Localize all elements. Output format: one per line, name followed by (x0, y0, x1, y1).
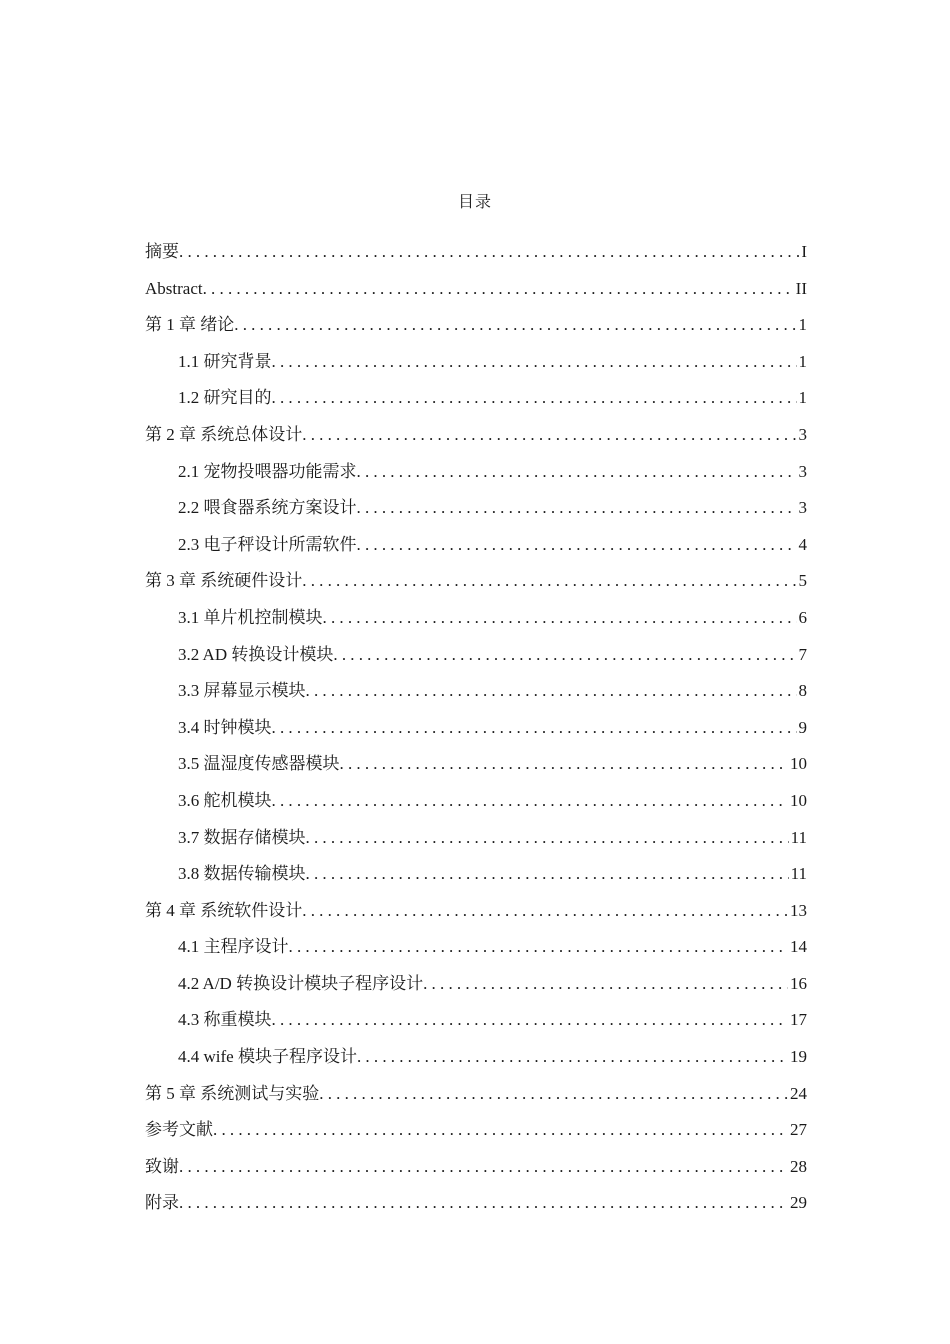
toc-entry-label: 3.6 舵机模块 (178, 790, 272, 810)
toc-dot-leader (319, 1081, 788, 1107)
toc-chapter-entry[interactable] (145, 1190, 807, 1227)
toc-entry-label: 4.2 A/D 转换设计模块子程序设计 (178, 973, 424, 993)
toc-entry-label: 附录 (145, 1193, 179, 1213)
toc-dot-leader (302, 568, 796, 594)
toc-section-entry[interactable] (145, 934, 807, 971)
toc-entry-page-number: 27 (790, 1120, 807, 1140)
toc-section-entry[interactable] (145, 861, 807, 898)
toc-dot-leader (306, 678, 797, 704)
toc-entry-label: 第 4 章 系统软件设计 (145, 900, 303, 920)
toc-dot-leader (272, 349, 797, 375)
toc-entry-label: 3.5 温湿度传感器模块 (178, 754, 340, 774)
toc-entry-label: 2.1 宠物投喂器功能需求 (178, 461, 357, 481)
toc-entry-page-number: 3 (798, 424, 807, 444)
toc-entry-page-number: 1 (798, 388, 807, 408)
toc-entry-label: 致谢 (145, 1156, 179, 1176)
toc-dot-leader (333, 642, 796, 668)
toc-entry-page-number: 17 (790, 1010, 807, 1030)
toc-entry-label: 参考文献 (145, 1120, 213, 1140)
toc-entry-label: 第 5 章 系统测试与实验 (145, 1083, 320, 1103)
toc-entry-page-number: 4 (798, 534, 807, 554)
toc-chapter-entry[interactable] (145, 422, 807, 459)
toc-entry-label: 第 3 章 系统硬件设计 (145, 571, 303, 591)
toc-entry-page-number: 10 (790, 790, 807, 810)
toc-entry-page-number: 6 (798, 607, 807, 627)
toc-dot-leader (203, 276, 794, 302)
toc-entry-label: 3.2 AD 转换设计模块 (178, 644, 334, 664)
toc-entry-page-number: 11 (790, 827, 807, 847)
toc-dot-leader (306, 861, 789, 887)
toc-dot-leader (357, 459, 797, 485)
toc-section-entry[interactable] (145, 532, 807, 569)
toc-entry-label: 4.4 wife 模块子程序设计 (178, 1047, 357, 1067)
toc-entry-page-number: 3 (798, 498, 807, 518)
toc-entry-page-number: 9 (798, 717, 807, 737)
toc-entry-page-number: 16 (790, 973, 807, 993)
toc-dot-leader (323, 605, 797, 631)
toc-entry-page-number: 5 (798, 571, 807, 591)
toc-dot-leader (179, 1190, 788, 1216)
toc-entry-label: 3.8 数据传输模块 (178, 864, 306, 884)
toc-title: 目录 (457, 194, 492, 211)
toc-dot-leader (289, 934, 789, 960)
toc-section-entry[interactable] (145, 385, 807, 422)
toc-chapter-entry[interactable] (145, 1117, 807, 1154)
toc-entry-page-number: 8 (798, 681, 807, 701)
toc-entry-label: 第 2 章 系统总体设计 (145, 424, 303, 444)
toc-dot-leader (340, 751, 789, 777)
toc-dot-leader (213, 1117, 788, 1143)
toc-entry-page-number: 11 (790, 864, 807, 884)
toc-chapter-entry[interactable] (145, 312, 807, 349)
toc-entry-page-number: 24 (790, 1083, 807, 1103)
toc-entry-page-number: I (801, 242, 807, 261)
toc-entry-label: 摘要 (145, 242, 179, 261)
toc-entry-label: 2.3 电子秤设计所需软件 (178, 534, 357, 554)
toc-entry-page-number: 28 (790, 1156, 807, 1176)
toc-entry-page-number: 19 (790, 1047, 807, 1067)
toc-dot-leader (357, 495, 797, 521)
toc-dot-leader (272, 715, 797, 741)
toc-entry-label: 4.3 称重模块 (178, 1010, 272, 1030)
toc-chapter-entry[interactable] (145, 898, 807, 935)
toc-dot-leader (302, 898, 788, 924)
toc-chapter-entry[interactable] (145, 1081, 807, 1118)
toc-entry-label: 1.2 研究目的 (178, 388, 272, 408)
toc-section-entry[interactable] (145, 971, 807, 1008)
toc-entry-label: 3.7 数据存储模块 (178, 827, 306, 847)
toc-dot-leader (272, 1007, 789, 1033)
toc-entry-page-number: 10 (790, 754, 807, 774)
toc-entry-page-number: 3 (798, 461, 807, 481)
toc-entry-page-number: 13 (790, 900, 807, 920)
toc-dot-leader (234, 312, 796, 338)
toc-entry-page-number: 7 (798, 644, 807, 664)
toc-section-entry[interactable] (145, 1007, 807, 1044)
toc-section-entry[interactable] (145, 751, 807, 788)
toc-chapter-entry[interactable] (145, 1154, 807, 1191)
toc-entry-label: Abstract (145, 278, 203, 298)
toc-section-entry[interactable] (145, 349, 807, 386)
toc-dot-leader (179, 1154, 788, 1180)
toc-dot-leader (302, 422, 796, 448)
toc-section-entry[interactable] (145, 825, 807, 862)
toc-chapter-entry[interactable] (145, 568, 807, 605)
toc-section-entry[interactable] (145, 678, 807, 715)
toc-entry-page-number: 1 (798, 315, 807, 335)
toc-section-entry[interactable] (145, 459, 807, 496)
toc-dot-leader (306, 825, 789, 851)
toc-section-entry[interactable] (145, 1044, 807, 1081)
toc-entry-label: 3.1 单片机控制模块 (178, 607, 323, 627)
toc-list (145, 239, 807, 1227)
toc-entry-page-number: II (795, 278, 807, 298)
toc-section-entry[interactable] (145, 605, 807, 642)
toc-dot-leader (357, 532, 797, 558)
toc-entry-label: 2.2 喂食器系统方案设计 (178, 498, 357, 518)
toc-entry-page-number: 14 (790, 937, 807, 957)
toc-dot-leader (272, 385, 797, 411)
toc-dot-leader (272, 788, 789, 814)
toc-chapter-entry[interactable] (145, 276, 807, 313)
toc-entry-label: 4.1 主程序设计 (178, 937, 289, 957)
toc-section-entry[interactable] (145, 642, 807, 679)
toc-dot-leader (357, 1044, 788, 1070)
toc-entry-page-number: 29 (790, 1193, 807, 1213)
toc-entry-label: 第 1 章 绪论 (145, 315, 235, 335)
toc-chapter-entry[interactable] (145, 239, 807, 276)
toc-entry-page-number: 1 (798, 351, 807, 371)
toc-section-entry[interactable] (145, 788, 807, 825)
toc-dot-leader (179, 239, 799, 265)
toc-entry-label: 3.3 屏幕显示模块 (178, 681, 306, 701)
toc-entry-label: 3.4 时钟模块 (178, 717, 272, 737)
toc-entry-label: 1.1 研究背景 (178, 351, 272, 371)
toc-section-entry[interactable] (145, 715, 807, 752)
toc-section-entry[interactable] (145, 495, 807, 532)
toc-dot-leader (423, 971, 788, 997)
